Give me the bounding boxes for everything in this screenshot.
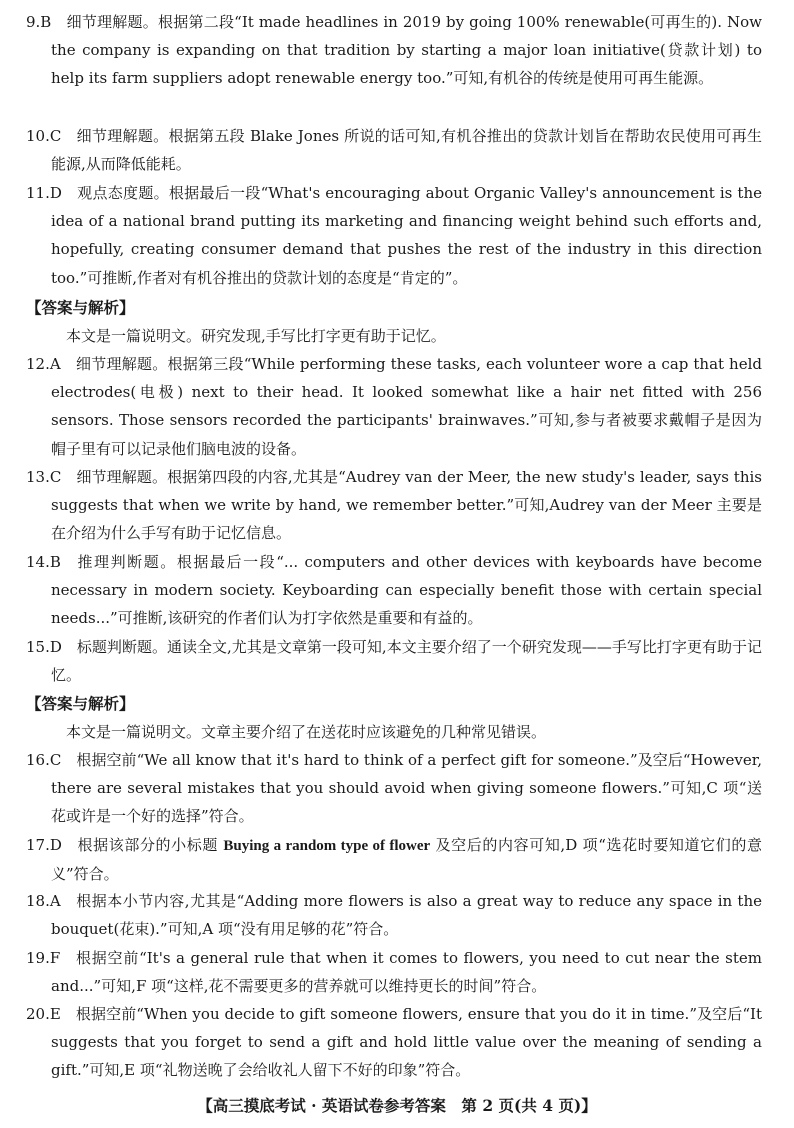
answer-item-9: 9.B 细节理解题。根据第二段“It made headlines in 2019 by going 100% renewable(可再生的). Now the company is expanding on that tradition by starting a major loan initiative(贷款计划) to help its farm suppliers adopt renewable energy too.”可知,有机谷的传统是使用可再生能源。 [26, 13, 762, 88]
answer-item-12: 12.A 细节理解题。根据第三段“While performing these tasks, each volunteer wore a cap that held electrodes(电极) next to their head. It looked somewhat like a hair net fitted with 256 sensors. Those sensors recorded the participants' brainwaves.”可知,参与者被要求戴帽子是因为帽子里有可以记录他们脑电波的设备。 [26, 355, 762, 458]
section-intro: 本文是一篇说明文。研究发现,手写比打字更有助于记忆。 [66, 327, 446, 345]
answer-item-11: 11.D 观点态度题。根据最后一段“What's encouraging about Organic Valley's announcement is the idea of a national brand putting its marketing and financing weight behind such efforts and, hopefully, creating consumer demand that pushes the rest of the industry in this direction too.”可推断,作者对有机谷推出的贷款计划的态度是“肯定的”。 [26, 184, 762, 287]
answer-item-15: 15.D 标题判断题。通读全文,尤其是文章第一段可知,本文主要介绍了一个研究发现——手写比打字更有助于记忆。 [26, 638, 762, 685]
section-heading: 【答案与解析】 [26, 694, 135, 713]
answer-item-19: 19.F 根据空前“It's a general rule that when it comes to flowers, you need to cut near the stem and...”可知,F 项“这样,花不需要更多的营养就可以维持更长的时间”符合。 [26, 949, 762, 996]
answer-item-14: 14.B 推理判断题。根据最后一段“... computers and other devices with keyboards have become necessary in modern society. Keyboarding can especially benefit those with certain special needs...”可推断,该研究的作者们认为打字依然是重要和有益的。 [26, 553, 762, 628]
answer-item-20: 20.E 根据空前“When you decide to gift someone flowers, ensure that you do it in time.”及空后“It suggests that you forget to send a gift and hold little value over the meaning of sending a gift.”可知,E 项“礼物送晚了会给收礼人留下不好的印象”符合。 [26, 1005, 762, 1080]
answer-item-18: 18.A 根据本小节内容,尤其是“Adding more flowers is also a great way to reduce any space in the bouquet(花束).”可知,A 项“没有用足够的花”符合。 [26, 892, 762, 939]
section-heading: 【答案与解析】 [26, 298, 135, 317]
answer-item-16: 16.C 根据空前“We all know that it's hard to think of a perfect gift for someone.”及空后“However, there are several mistakes that you should avoid when giving someone flowers.”可知,C 项“送花或许是一个好的选择”符合。 [26, 751, 762, 826]
answer-item-13: 13.C 细节理解题。根据第四段的内容,尤其是“Audrey van der Meer, the new study's leader, says this suggests that when we write by hand, we remember better.”可知,Audrey van der Meer 主要是在介绍为什么手写有助于记忆信息。 [26, 468, 762, 543]
answer-item-17: 17.D 根据该部分的小标题 Buying a random type of flower 及空后的内容可知,D 项“选花时要知道它们的意义”符合。 [26, 836, 762, 884]
page-footer: 【高三摸底考试 · 英语试卷参考答案 第 2 页(共 4 页)】 [197, 1096, 597, 1115]
section-intro: 本文是一篇说明文。文章主要介绍了在送花时应该避免的几种常见错误。 [66, 723, 547, 741]
subtitle-bold: Buying a random type of flower [223, 838, 431, 854]
answer-item-10: 10.C 细节理解题。根据第五段 Blake Jones 所说的话可知,有机谷推出的贷款计划旨在帮助农民使用可再生能源,从而降低能耗。 [26, 127, 762, 174]
